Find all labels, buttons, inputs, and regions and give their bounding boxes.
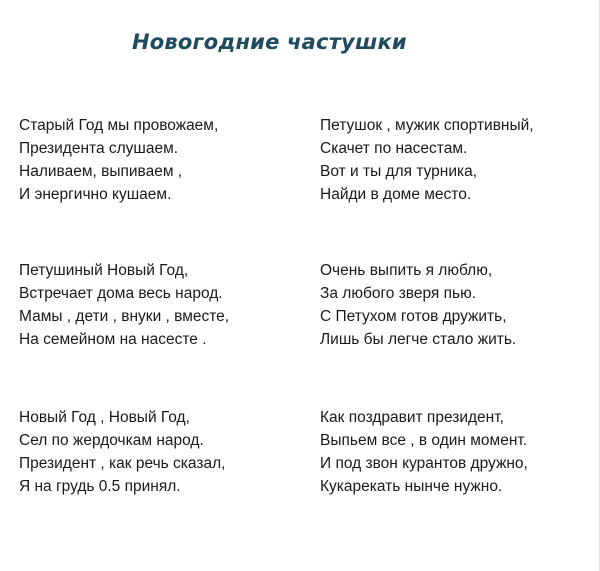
stanza-line: Встречает дома весь народ. [19, 285, 223, 302]
stanza-line: Выпьем все , в один момент. [320, 432, 528, 449]
stanza-line: Наливаем, выпиваем , [19, 163, 183, 180]
stanza-line: Скачет по насестам. [320, 140, 468, 157]
stanza-line: На семейном на насесте . [19, 331, 207, 348]
page-title: Новогодние частушки [132, 30, 407, 54]
stanza-line: Сел по жердочкам народ. [19, 432, 204, 449]
stanza-line: Президента слушаем. [19, 140, 179, 157]
stanza-3 [19, 259, 289, 351]
stanza-line: Старый Год мы провожаем, [19, 117, 219, 134]
stanza-line: Я на грудь 0.5 принял. [19, 478, 181, 495]
stanza-2 [320, 114, 590, 206]
stanza-line: И под звон курантов дружно, [320, 455, 528, 472]
stanza-line: Петушок , мужик спортивный, [320, 117, 534, 134]
stanza-line: С Петухом готов дружить, [320, 308, 507, 325]
stanza-6 [320, 406, 590, 498]
stanza-line: Лишь бы легче стало жить. [320, 331, 517, 348]
stanza-line: Новый Год , Новый Год, [19, 409, 190, 426]
stanza-line: Вот и ты для турника, [320, 163, 478, 180]
stanza-5 [19, 406, 289, 498]
stanza-line: Как поздравит президент, [320, 409, 504, 426]
stanza-line: Петушиный Новый Год, [19, 262, 189, 279]
stanza-line: И энергично кушаем. [19, 186, 172, 203]
stanza-4 [320, 259, 590, 351]
stanza-line: Очень выпить я люблю, [320, 262, 493, 279]
stanza-1 [19, 114, 289, 206]
stanza-line: Мамы , дети , внуки , вместе, [19, 308, 230, 325]
stanza-line: За любого зверя пью. [320, 285, 477, 302]
stanza-line: Найди в доме место. [320, 186, 472, 203]
stanza-line: Кукарекать нынче нужно. [320, 478, 503, 495]
stanza-line: Президент , как речь сказал, [19, 455, 226, 472]
